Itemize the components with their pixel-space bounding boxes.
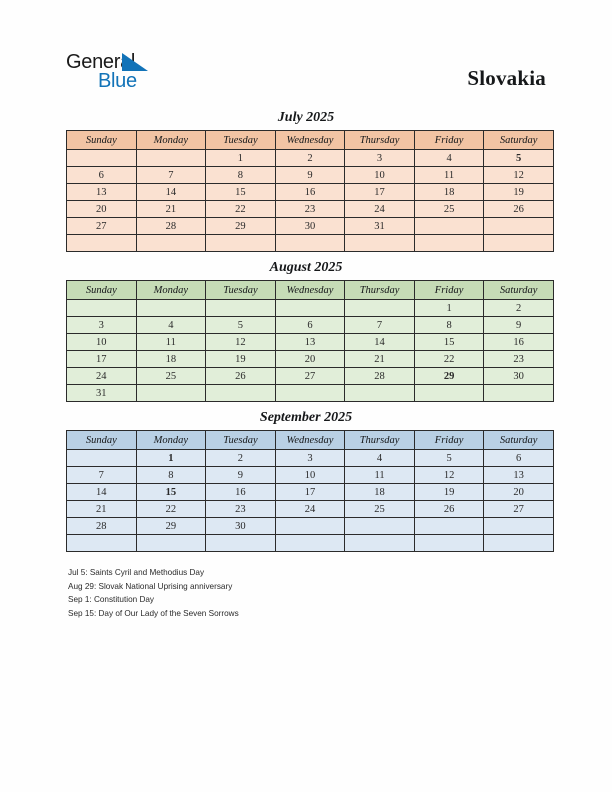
calendar-week-row [67,184,554,201]
calendar-week-row [67,450,554,467]
calendar-day-cell[interactable]: 28 [345,368,415,385]
calendar-day-cell[interactable]: 13 [67,184,137,201]
weekday-header-tuesday: Tuesday [206,431,276,450]
weekday-header-tuesday: Tuesday [206,281,276,300]
calendar-day-cell[interactable]: 22 [414,351,484,368]
calendar-empty-cell [345,535,415,552]
weekday-header-thursday: Thursday [345,281,415,300]
calendar-day-cell[interactable]: 21 [136,201,206,218]
calendar-day-cell[interactable]: 30 [275,218,345,235]
calendar-day-cell[interactable]: 12 [206,334,276,351]
calendar-week-row [67,368,554,385]
calendar-day-cell[interactable]: 16 [484,334,554,351]
calendar-day-cell[interactable]: 4 [414,150,484,167]
calendar-day-cell[interactable]: 23 [484,351,554,368]
calendar-week-row [67,317,554,334]
calendar-empty-cell [136,235,206,252]
calendar-day-cell[interactable]: 14 [136,184,206,201]
weekday-header-saturday: Saturday [484,281,554,300]
calendar-empty-cell [414,385,484,402]
weekday-header-thursday: Thursday [345,131,415,150]
weekday-header-saturday: Saturday [484,431,554,450]
calendar-day-cell[interactable]: 29 [206,218,276,235]
calendar-empty-cell [414,535,484,552]
calendar-day-cell[interactable]: 20 [484,484,554,501]
weekday-header-friday: Friday [414,131,484,150]
calendar-day-cell[interactable]: 2 [206,450,276,467]
weekday-header-friday: Friday [414,431,484,450]
calendar-empty-cell [484,385,554,402]
weekday-header-tuesday: Tuesday [206,131,276,150]
calendar-empty-cell [275,300,345,317]
calendar-day-cell[interactable]: 25 [136,368,206,385]
calendar-day-cell[interactable]: 4 [136,317,206,334]
holiday-note-item: Sep 1: Constitution Day [68,595,155,605]
calendar-empty-cell [484,518,554,535]
holiday-note-item: Aug 29: Slovak National Uprising anniversary [68,581,233,591]
calendar-table [66,280,554,402]
calendar-empty-cell [67,450,137,467]
calendar-day-cell[interactable]: 1 [414,300,484,317]
calendar-day-cell[interactable]: 12 [414,467,484,484]
weekday-header-row [67,281,554,300]
calendar-day-cell[interactable]: 19 [484,184,554,201]
calendar-table [66,430,554,552]
calendar-week-row [67,201,554,218]
month-title: August 2025 [269,260,343,275]
weekday-header-wednesday: Wednesday [275,131,345,150]
logo-text-general: General [66,51,136,73]
calendar-day-cell[interactable]: 20 [67,201,137,218]
calendar-empty-cell [67,535,137,552]
calendar-day-cell[interactable]: 8 [136,467,206,484]
calendar-day-cell[interactable]: 6 [275,317,345,334]
calendar-empty-cell [67,150,137,167]
calendar-week-row [67,218,554,235]
month-block-august [66,258,546,402]
calendar-day-cell[interactable]: 22 [206,201,276,218]
calendar-empty-cell [345,385,415,402]
calendar-day-cell[interactable]: 18 [414,184,484,201]
calendar-day-cell[interactable]: 31 [67,385,137,402]
weekday-header-monday: Monday [136,431,206,450]
calendar-day-cell[interactable]: 8 [414,317,484,334]
calendar-day-cell[interactable]: 14 [345,334,415,351]
calendar-empty-cell [414,218,484,235]
calendar-week-row [67,334,554,351]
calendar-day-cell[interactable]: 24 [345,201,415,218]
calendar-day-cell[interactable]: 16 [206,484,276,501]
calendar-day-cell-holiday[interactable]: 29 [414,368,484,385]
calendar-day-cell-holiday[interactable]: 5 [484,150,554,167]
calendar-week-row [67,150,554,167]
weekday-header-wednesday: Wednesday [275,431,345,450]
calendar-day-cell[interactable]: 15 [414,334,484,351]
calendar-day-cell[interactable]: 17 [67,351,137,368]
calendar-day-cell[interactable]: 28 [136,218,206,235]
calendar-day-cell[interactable]: 11 [414,167,484,184]
calendar-day-cell[interactable]: 12 [484,167,554,184]
calendar-empty-cell [484,218,554,235]
calendar-day-cell[interactable]: 30 [206,518,276,535]
calendar-day-cell[interactable]: 5 [206,317,276,334]
calendar-day-cell[interactable]: 10 [345,167,415,184]
calendar-empty-cell [136,150,206,167]
weekday-header-friday: Friday [414,281,484,300]
calendar-day-cell-holiday[interactable]: 15 [136,484,206,501]
holiday-note-item: Sep 15: Day of Our Lady of the Seven Sorrows [68,608,239,618]
calendar-day-cell[interactable]: 27 [67,218,137,235]
calendar-day-cell[interactable]: 21 [345,351,415,368]
calendar-week-row [67,385,554,402]
month-title: September 2025 [259,410,353,425]
calendar-empty-cell [345,518,415,535]
calendar-day-cell[interactable]: 9 [484,317,554,334]
calendar-day-cell[interactable]: 6 [67,167,137,184]
calendar-empty-cell [275,535,345,552]
calendar-day-cell[interactable]: 23 [275,201,345,218]
page-title: Slovakia [467,66,546,90]
calendar-week-row [67,535,554,552]
logo-text-blue: Blue [98,70,137,92]
calendar-day-cell[interactable]: 24 [67,368,137,385]
calendar-day-cell[interactable]: 8 [206,167,276,184]
calendar-day-cell[interactable]: 5 [414,450,484,467]
calendar-empty-cell [414,235,484,252]
calendar-day-cell[interactable]: 10 [67,334,137,351]
calendar-empty-cell [206,385,276,402]
calendar-empty-cell [136,385,206,402]
calendar-week-row [67,167,554,184]
holiday-notes-list [68,566,468,620]
calendar-day-cell[interactable]: 7 [345,317,415,334]
page-header [0,0,612,105]
calendar-week-row [67,518,554,535]
weekday-header-monday: Monday [136,131,206,150]
weekday-header-row [67,431,554,450]
calendar-day-cell[interactable]: 18 [136,351,206,368]
calendar-empty-cell [275,235,345,252]
calendar-day-cell[interactable]: 7 [136,167,206,184]
calendar-day-cell[interactable]: 10 [275,467,345,484]
month-block-september [66,408,546,552]
weekday-header-row [67,131,554,150]
calendar-day-cell[interactable]: 18 [345,484,415,501]
calendar-day-cell[interactable]: 2 [484,300,554,317]
calendar-empty-cell [67,235,137,252]
calendar-day-cell[interactable]: 9 [275,167,345,184]
calendar-day-cell[interactable]: 13 [484,467,554,484]
calendar-table [66,130,554,252]
calendar-empty-cell [136,535,206,552]
weekday-header-saturday: Saturday [484,131,554,150]
calendar-week-row [67,484,554,501]
calendar-day-cell[interactable]: 29 [136,518,206,535]
holiday-note-item: Jul 5: Saints Cyril and Methodius Day [68,568,205,577]
calendar-day-cell[interactable]: 17 [345,184,415,201]
calendar-day-cell[interactable]: 23 [206,501,276,518]
calendar-day-cell[interactable]: 31 [345,218,415,235]
calendar-day-cell[interactable]: 25 [345,501,415,518]
calendar-empty-cell [275,385,345,402]
calendar-week-row [67,501,554,518]
calendar-day-cell[interactable]: 21 [67,501,137,518]
calendar-empty-cell [67,300,137,317]
calendar-day-cell-holiday[interactable]: 1 [136,450,206,467]
calendar-day-cell[interactable]: 1 [206,150,276,167]
calendar-day-cell[interactable]: 25 [414,201,484,218]
calendar-day-cell[interactable]: 17 [275,484,345,501]
calendar-empty-cell [484,235,554,252]
general-blue-logo [66,52,186,100]
calendar-empty-cell [206,235,276,252]
weekday-header-monday: Monday [136,281,206,300]
calendar-day-cell[interactable]: 19 [206,351,276,368]
calendar-empty-cell [136,300,206,317]
calendar-day-cell[interactable]: 30 [484,368,554,385]
calendar-day-cell[interactable]: 24 [275,501,345,518]
calendar-day-cell[interactable]: 13 [275,334,345,351]
calendar-week-row [67,300,554,317]
calendar-week-row [67,235,554,252]
calendar-day-cell[interactable]: 19 [414,484,484,501]
weekday-header-sunday: Sunday [67,431,137,450]
calendar-empty-cell [345,235,415,252]
calendar-day-cell[interactable]: 27 [275,368,345,385]
calendar-empty-cell [484,535,554,552]
calendar-day-cell[interactable]: 16 [275,184,345,201]
calendar-empty-cell [206,535,276,552]
logo-triangle-icon [122,53,148,71]
calendar-day-cell[interactable]: 26 [484,201,554,218]
calendar-empty-cell [206,300,276,317]
calendar-day-cell[interactable]: 26 [414,501,484,518]
month-title: July 2025 [277,110,335,125]
calendar-day-cell[interactable]: 6 [484,450,554,467]
calendar-day-cell[interactable]: 14 [67,484,137,501]
weekday-header-sunday: Sunday [67,281,137,300]
calendar-day-cell[interactable]: 11 [136,334,206,351]
calendar-day-cell[interactable]: 3 [275,450,345,467]
month-block-july [66,108,546,252]
calendar-day-cell[interactable]: 9 [206,467,276,484]
calendar-empty-cell [275,518,345,535]
weekday-header-thursday: Thursday [345,431,415,450]
calendar-day-cell[interactable]: 3 [345,150,415,167]
calendar-day-cell[interactable]: 28 [67,518,137,535]
calendar-day-cell[interactable]: 7 [67,467,137,484]
calendar-empty-cell [345,300,415,317]
calendar-day-cell[interactable]: 4 [345,450,415,467]
calendar-day-cell[interactable]: 20 [275,351,345,368]
calendar-day-cell[interactable]: 2 [275,150,345,167]
calendar-day-cell[interactable]: 3 [67,317,137,334]
calendar-week-row [67,351,554,368]
weekday-header-wednesday: Wednesday [275,281,345,300]
calendar-day-cell[interactable]: 22 [136,501,206,518]
calendar-day-cell[interactable]: 26 [206,368,276,385]
calendar-day-cell[interactable]: 11 [345,467,415,484]
calendar-empty-cell [414,518,484,535]
weekday-header-sunday: Sunday [67,131,137,150]
calendar-day-cell[interactable]: 15 [206,184,276,201]
calendar-day-cell[interactable]: 27 [484,501,554,518]
calendar-week-row [67,467,554,484]
